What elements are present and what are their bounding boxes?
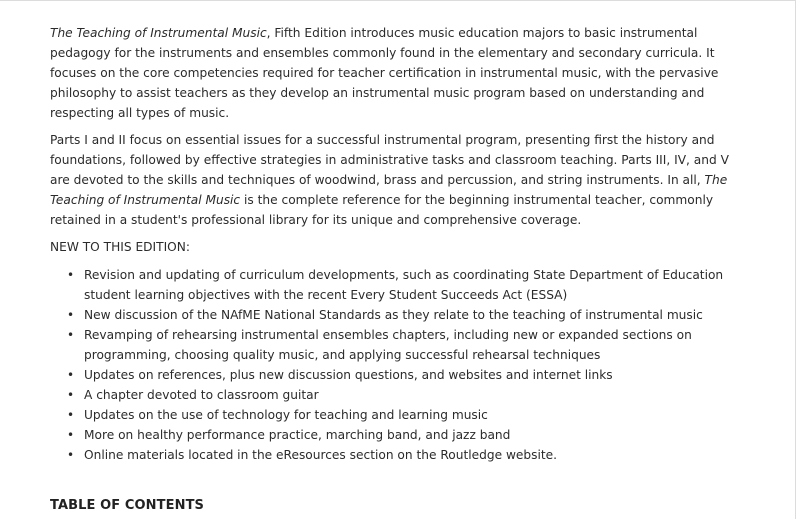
description-paragraph-2 <box>50 130 750 230</box>
bullet-icon: • <box>67 268 75 282</box>
paragraph-text: , Fifth Edition introduces music education majors to basic instrumental pedagogy for the instruments and ensembles commonly found in the elementary and secondary curricula. It focuses on the core competencies required for teacher certification in instrumental music, with the pervasive philosophy to assist teachers as they develop an instrumental music program based on understanding and respecting all types of music. <box>50 26 719 120</box>
list-item: • Online materials located in the eResources section on the Routledge website. <box>84 445 750 465</box>
bullet-icon: • <box>67 368 75 382</box>
list-item: • Revamping of rehearsing instrumental ensembles chapters, including new or expanded sections on programming, choosing quality music, and applying successful rehearsal techniques <box>84 325 750 365</box>
paragraph-text: is the complete reference for the beginning instrumental teacher, commonly retained in a student's professional library for its unique and comprehensive coverage. <box>50 193 714 227</box>
new-edition-list <box>50 265 750 465</box>
description-content <box>50 23 750 465</box>
bullet-icon: • <box>67 388 75 402</box>
new-edition-heading: NEW TO THIS EDITION: <box>50 240 191 254</box>
list-item: • New discussion of the NAfME National Standards as they relate to the teaching of instrumental music <box>84 305 750 325</box>
list-item: • More on healthy performance practice, marching band, and jazz band <box>84 425 750 445</box>
description-paragraph-1 <box>50 23 750 123</box>
bullet-icon: • <box>67 408 75 422</box>
list-item: • A chapter devoted to classroom guitar <box>84 385 750 405</box>
bullet-icon: • <box>67 328 75 342</box>
bullet-icon: • <box>67 428 75 442</box>
paragraph-text: Parts I and II focus on essential issues for a successful instrumental program, presenting first the history and foundations, followed by effective strategies in administrative tasks and classroom teaching. Parts III, IV, and V are devoted to the skills and techniques of woodwind, brass and percussion, and string instruments. In all, <box>50 133 729 187</box>
book-title: The Teaching of Instrumental Music <box>50 173 728 207</box>
bullet-icon: • <box>67 308 75 322</box>
book-title: The Teaching of Instrumental Music <box>50 26 267 40</box>
list-item: • Revision and updating of curriculum developments, such as coordinating State Department of Education student learning objectives with the recent Every Student Succeeds Act (ESSA) <box>84 265 750 305</box>
list-item: • Updates on references, plus new discussion questions, and websites and internet links <box>84 365 750 385</box>
bullet-icon: • <box>67 448 75 462</box>
list-item: • Updates on the use of technology for teaching and learning music <box>84 405 750 425</box>
table-of-contents-heading: TABLE OF CONTENTS <box>50 498 205 513</box>
